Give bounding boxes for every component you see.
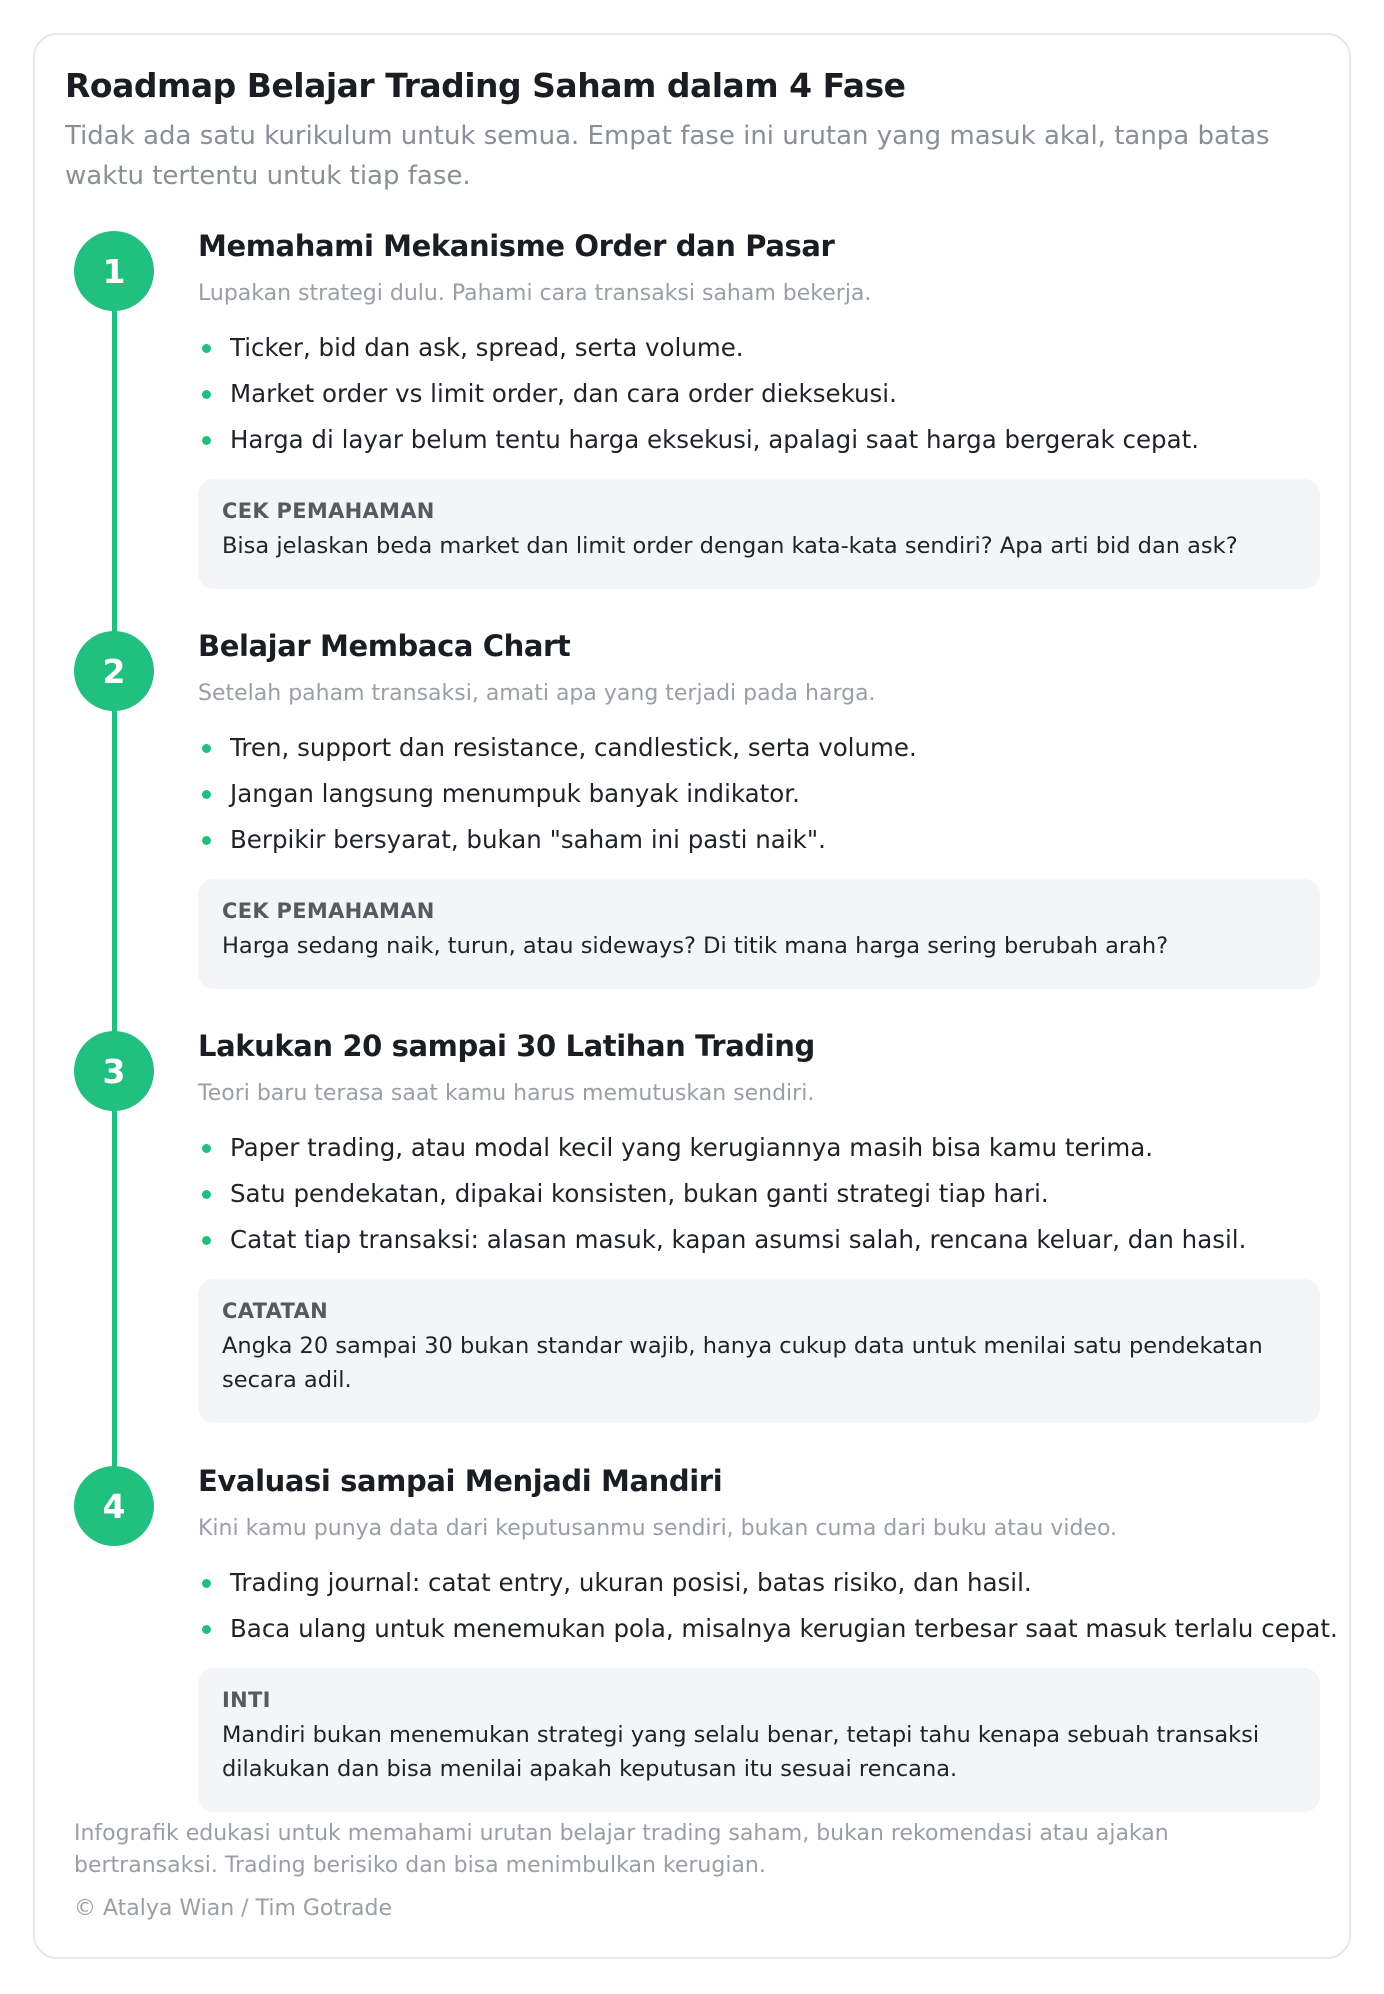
- phase-points: [198, 1560, 1338, 1652]
- note-text: Bisa jelaskan beda market dan limit order dengan kata-kata sendiri? Apa arti bid dan ask?: [222, 533, 1238, 559]
- list-item: Trading journal: catat entry, ukuran posisi, batas risiko, dan hasil.: [198, 1560, 1338, 1606]
- note-text: Mandiri bukan menemukan strategi yang selalu benar, tetapi tahu kenapa sebuah transaksi dilakukan dan bisa menilai apakah keputusan itu sesuai rencana.: [222, 1722, 1260, 1782]
- list-item: Paper trading, atau modal kecil yang kerugiannya masih bisa kamu terima.: [198, 1125, 1246, 1171]
- list-item: Jangan langsung menumpuk banyak indikator.: [198, 771, 917, 817]
- phase-description: Kini kamu punya data dari keputusanmu sendiri, bukan cuma dari buku atau video.: [198, 1516, 1118, 1541]
- phase-note: [198, 1668, 1320, 1812]
- note-label: CEK PEMAHAMAN: [222, 499, 435, 523]
- list-item: Satu pendekatan, dipakai konsisten, bukan ganti strategi tiap hari.: [198, 1171, 1246, 1217]
- bullet-dot-icon: [202, 1190, 211, 1199]
- phase-points: [198, 325, 1199, 463]
- list-item: Tren, support dan resistance, candlestick, serta volume.: [198, 725, 917, 771]
- list-item: Harga di layar belum tentu harga eksekusi, apalagi saat harga bergerak cepat.: [198, 417, 1199, 463]
- phase-points: [198, 1125, 1246, 1263]
- phase-note: [198, 1279, 1320, 1423]
- list-item: Ticker, bid dan ask, spread, serta volume.: [198, 325, 1199, 371]
- bullet-dot-icon: [202, 1579, 211, 1588]
- list-item: Market order vs limit order, dan cara order dieksekusi.: [198, 371, 1199, 417]
- phase-title: Lakukan 20 sampai 30 Latihan Trading: [198, 1029, 815, 1063]
- list-item: Berpikir bersyarat, bukan "saham ini pasti naik".: [198, 817, 917, 863]
- list-item: Catat tiap transaksi: alasan masuk, kapan asumsi salah, rencana keluar, dan hasil.: [198, 1217, 1246, 1263]
- bullet-dot-icon: [202, 790, 211, 799]
- bullet-dot-icon: [202, 1236, 211, 1245]
- note-label: CEK PEMAHAMAN: [222, 899, 435, 923]
- list-item: Baca ulang untuk menemukan pola, misalnya kerugian terbesar saat masuk terlalu cepat.: [198, 1606, 1338, 1652]
- phase-title: Belajar Membaca Chart: [198, 629, 571, 663]
- phase-number-badge: 2: [74, 631, 154, 711]
- phase-description: Setelah paham transaksi, amati apa yang terjadi pada harga.: [198, 681, 876, 706]
- phase-note: [198, 879, 1320, 989]
- bullet-dot-icon: [202, 744, 211, 753]
- phase-title: Evaluasi sampai Menjadi Mandiri: [198, 1464, 723, 1498]
- note-text: Angka 20 sampai 30 bukan standar wajib, hanya cukup data untuk menilai satu pendekatan secara adil.: [222, 1333, 1263, 1393]
- phase-number-badge: 3: [74, 1031, 154, 1111]
- bullet-dot-icon: [202, 1625, 211, 1634]
- note-label: CATATAN: [222, 1299, 328, 1323]
- page-title: Roadmap Belajar Trading Saham dalam 4 Fase: [65, 66, 906, 105]
- phase-note: [198, 479, 1320, 589]
- note-label: INTI: [222, 1688, 271, 1712]
- note-text: Harga sedang naik, turun, atau sideways? Di titik mana harga sering berubah arah?: [222, 933, 1169, 959]
- bullet-dot-icon: [202, 836, 211, 845]
- page-subtitle: Tidak ada satu kurikulum untuk semua. Empat fase ini urutan yang masuk akal, tanpa batas waktu tertentu untuk tiap fase.: [65, 121, 1270, 191]
- phase-description: Teori baru terasa saat kamu harus memutuskan sendiri.: [198, 1081, 815, 1106]
- phase-description: Lupakan strategi dulu. Pahami cara transaksi saham bekerja.: [198, 281, 872, 306]
- footer-credit: © Atalya Wian / Tim Gotrade: [74, 1896, 393, 1921]
- bullet-dot-icon: [202, 436, 211, 445]
- phase-number-badge: 4: [74, 1466, 154, 1546]
- phase-title: Memahami Mekanisme Order dan Pasar: [198, 229, 835, 263]
- phase-number-badge: 1: [74, 231, 154, 311]
- bullet-dot-icon: [202, 390, 211, 399]
- footer-disclaimer: Infografik edukasi untuk memahami urutan belajar trading saham, bukan rekomendasi atau ajakan bertransaksi. Trading berisiko dan bisa menimbulkan kerugian.: [74, 1821, 1169, 1878]
- phase-points: [198, 725, 917, 863]
- bullet-dot-icon: [202, 344, 211, 353]
- bullet-dot-icon: [202, 1144, 211, 1153]
- timeline-line: [112, 271, 117, 1481]
